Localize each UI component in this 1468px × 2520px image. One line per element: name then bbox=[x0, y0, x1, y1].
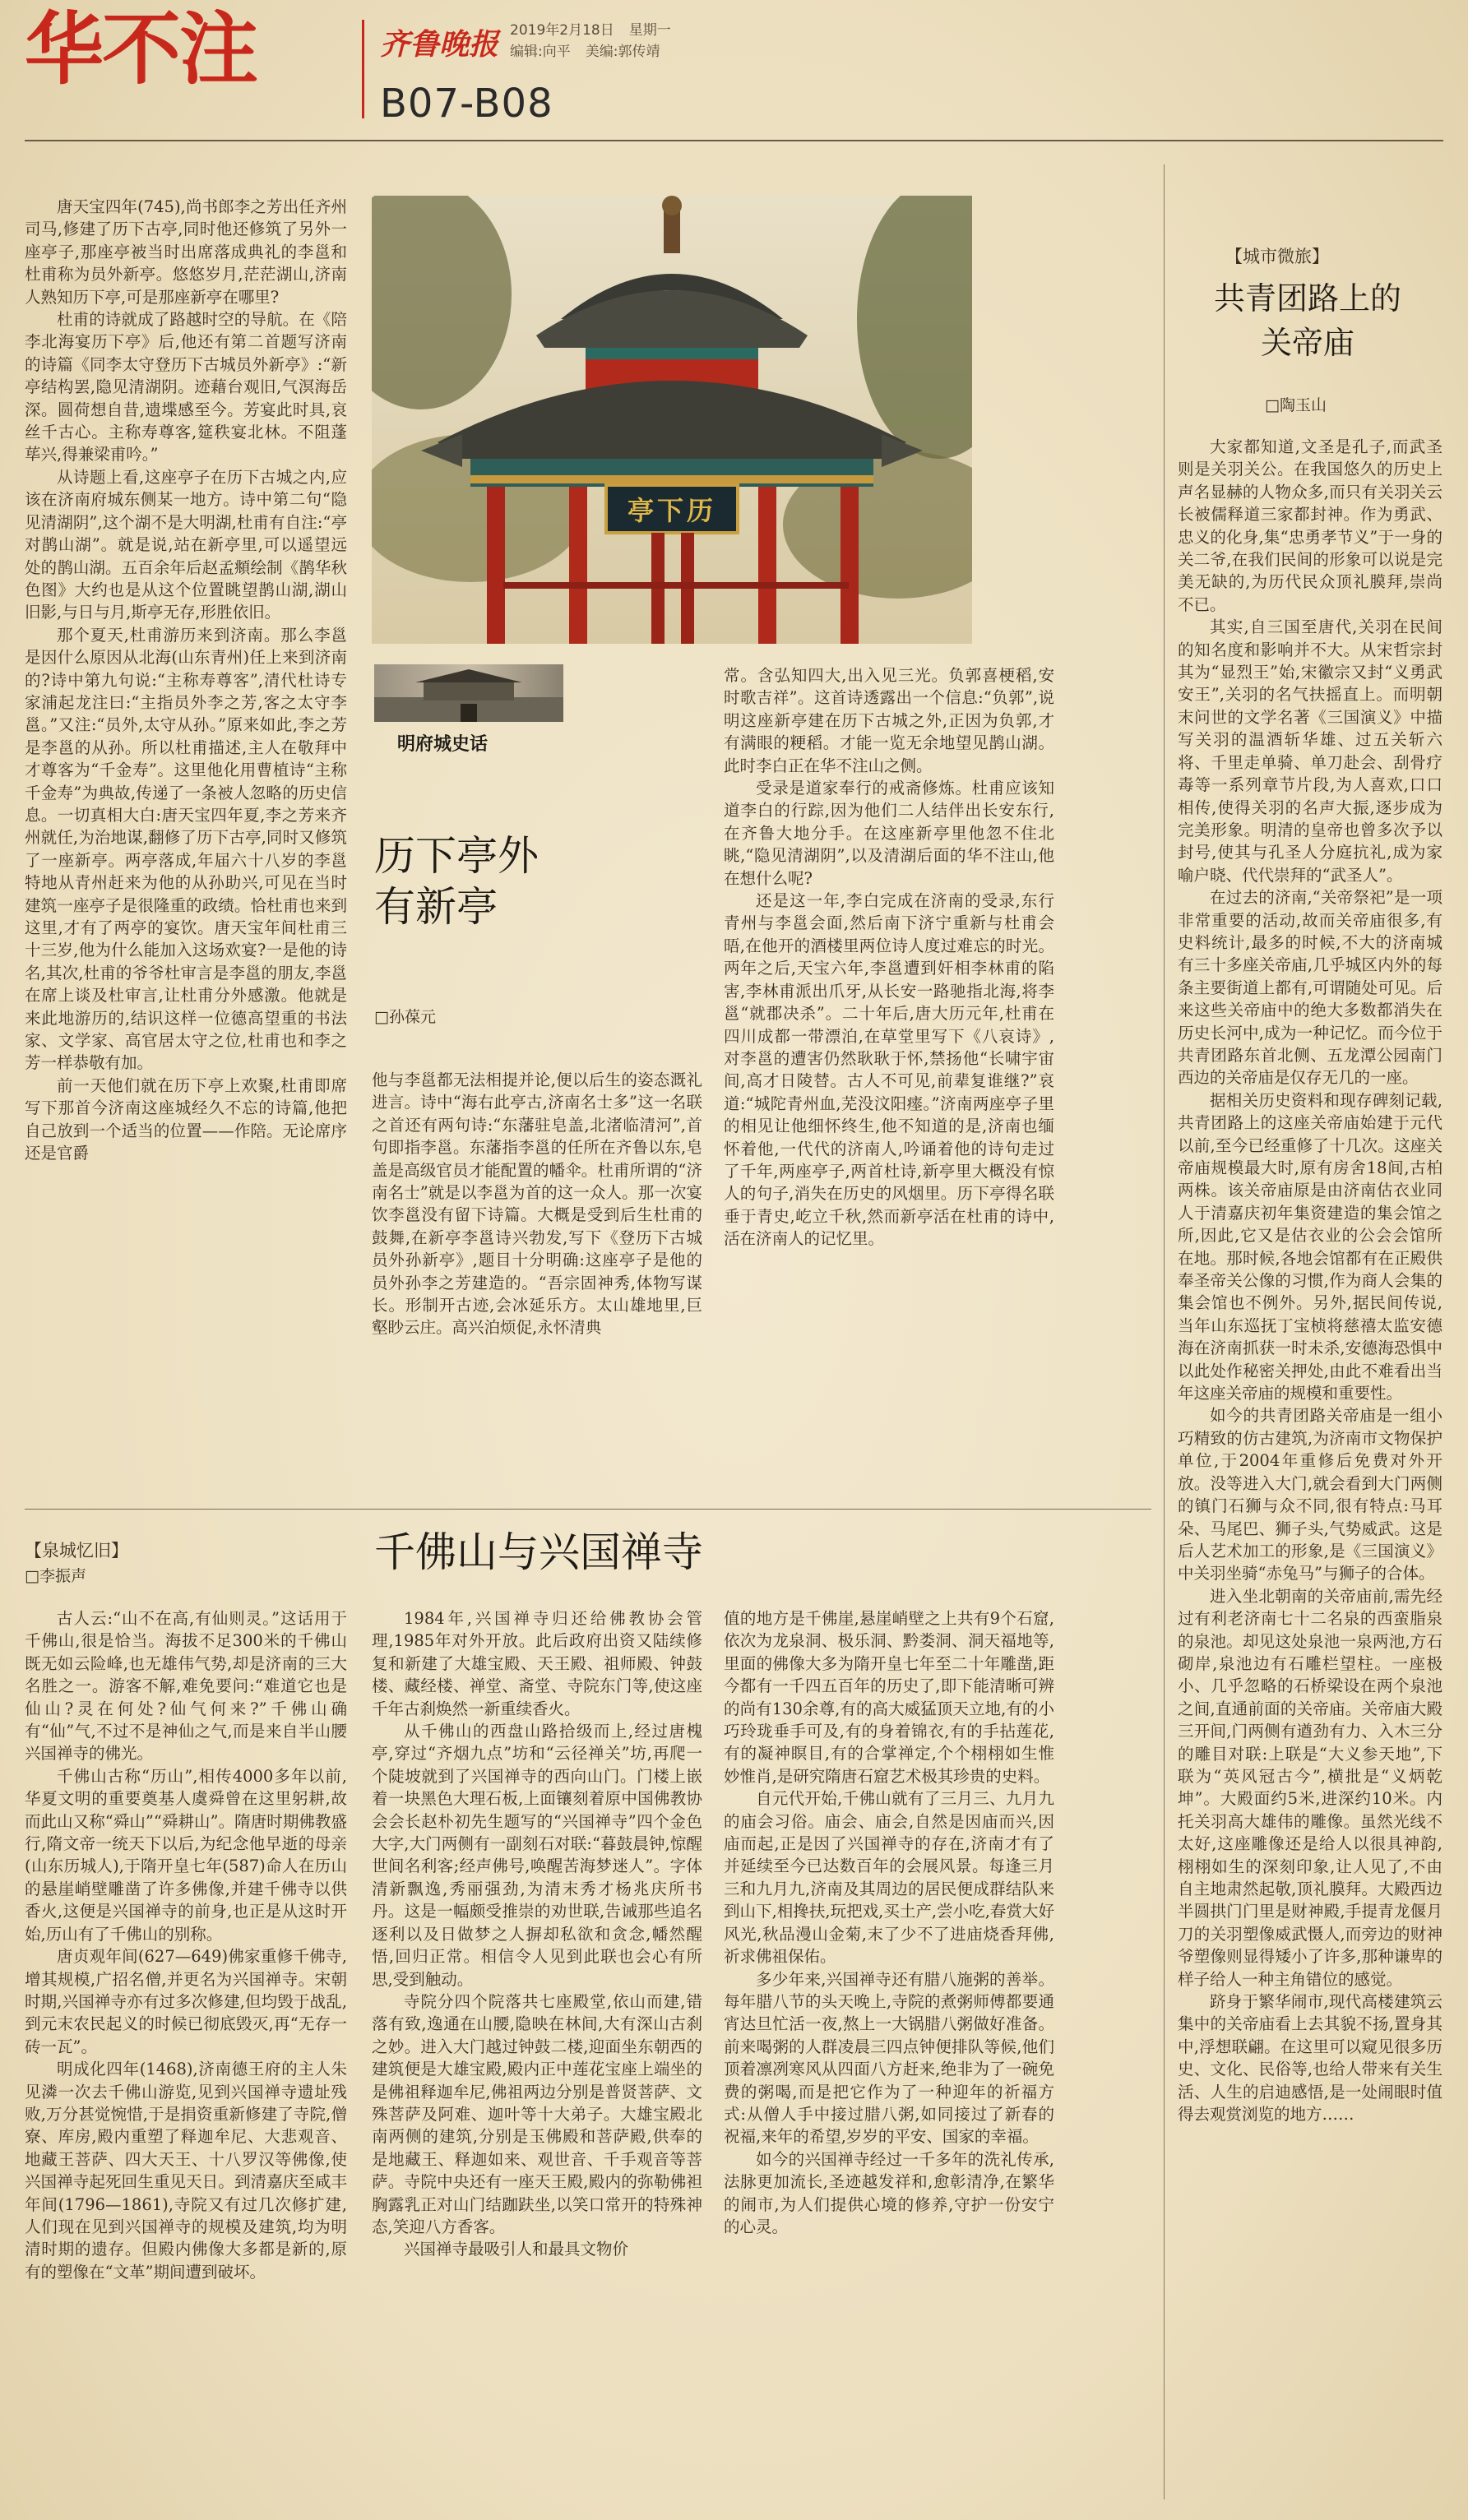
page-numbers: B07-B08 bbox=[380, 81, 553, 127]
article3-para: 唐贞观年间(627—649)佛家重修千佛寺,增其规模,广招名僧,并更名为兴国禅寺。宋朝时期,兴国禅寺亦有过多次修建,但均毁于战乱,到元末农民起义的时候已彻底毁灭,再“无存一砖一瓦”。 bbox=[25, 1947, 347, 2056]
article1-para: 他与李邕都无法相提并论,便以后生的姿态溉礼进言。诗中“海右此亭古,济南名士多”这一名联之首还有两句诗:“东藩驻皂盖,北渚临清河”,首句即指李邕。东藩指李邕的任所在齐鲁以东,皂盖是高级官员才能配置的幡伞。杜甫所谓的“济南名士”就是以李邕为首的这一众人。那一次宴饮李邕没有留下诗篇。大概是受到后生杜甫的鼓舞,在新亭李邕诗兴勃发,写下《登历下古城员外孙新亭》,题目十分明确:这座亭子是他的员外孙李之芳建造的。“吾宗固神秀,体物写谋长。形制开古迹,会冰延乐方。太山雄地里,巨壑眇云庄。高兴泊烦促,永怀清典 bbox=[372, 1070, 702, 1338]
pavilion-photo bbox=[372, 196, 972, 644]
article1-para: 受录是道家奉行的戒斋修炼。杜甫应该知道李白的行踪,因为他们二人结伴出长安东行,在齐鲁大地分手。在这座新亭里他忽不住北眺,“隐见清湖阴”,以及清湖后面的华不注山,他在想什么呢? bbox=[724, 779, 1054, 888]
article2-para: 如今的共青团路关帝庙是一组小巧精致的仿古建筑,为济南市文物保护单位,于2004年重修后免费对外开放。没等进入大门,就会看到大门两侧的镇门石狮与众不同,很有特点:马耳朵、马尾巴、狮子头,气势威武。这是后人艺术加工的形象,是《三国演义》中关羽坐骑“赤兔马”与狮子的合体。 bbox=[1178, 1406, 1443, 1584]
article3-para: 古人云:“山不在高,有仙则灵。”这话用于千佛山,很是恰当。海拔不足300米的千佛山既无如云险峰,也无雄伟气势,却是济南的三大名胜之一。游客不解,难免要问:“难道它也是仙山?灵在何处?仙气何来?”千佛山确有“仙”气,不过不是神仙之气,而是来自半山腰兴国禅寺的佛光。 bbox=[25, 1609, 347, 1764]
article2-body bbox=[1178, 436, 1443, 2495]
article3-column-tag: 【泉城忆旧】 bbox=[25, 1541, 128, 1561]
article3-para: 如今的兴国禅寺经过一千多年的洗礼传承,法脉更加流长,圣迹越发祥和,愈彰清净,在繁华的闹市,为人们提供心境的修养,守护一份安宁的心灵。 bbox=[724, 2149, 1054, 2236]
article1-para: 杜甫的诗就成了路越时空的导航。在《陪李北海宴历下亭》后,他还有第二首题写济南的诗篇《同李太守登历下古城员外新亭》:“新亭结构罢,隐见清湖阴。迹藉台观旧,气溟海岳深。圆荷想自昔,遗堞感至今。芳宴此时具,哀丝千古心。主称寿尊客,筵秩宴北林。不阻蓬荜兴,得兼梁甫吟。” bbox=[25, 310, 347, 465]
article2-divider bbox=[1164, 164, 1165, 2499]
article1-para: 从诗题上看,这座亭子在历下古城之内,应该在济南府城东侧某一地方。诗中第二句“隐见清湖阴”,这个湖不是大明湖,杜甫有自注:“亭对鹊山湖”。就是说,站在新亭里,可以遥望远处的鹊山湖。五百余年后赵孟頫绘制《鹊华秋色图》大约也是从这个位置眺望鹊山湖,湖山旧影,与日与月,斯亭无存,形胜依旧。 bbox=[25, 467, 347, 622]
article2-para: 大家都知道,文圣是孔子,而武圣则是关羽关公。在我国悠久的历史上声名显赫的人物众多,而只有关羽关云长被儒释道三家都封神。作为勇武、忠义的化身,集“忠勇孝节义”于一身的关二爷,在我们民间的形象可以说是完美无缺的,为历代民众顶礼膜拜,崇尚不已。 bbox=[1178, 437, 1443, 614]
article1-title-line1: 历下亭外 bbox=[374, 832, 539, 880]
article2-title bbox=[1176, 276, 1439, 365]
header-divider bbox=[362, 20, 364, 118]
header-meta bbox=[510, 20, 686, 62]
article2-para: 其实,自三国至唐代,关羽在民间的知名度和影响并不大。从宋哲宗封其为“显烈王”始,宋徽宗又封“义勇武安王”,关羽的名气扶摇直上。而明朝末问世的文学名著《三国演义》中描写关羽的温酒斩华雄、过五关斩六将、千里走单骑、单刀赴会、刮骨疗毒等一系列章节片段,为人喜欢,口口相传,使得关羽的名声大振,逐步成为完美形象。明清的皇帝也曾多次予以封号,使其与孔圣人分庭抗礼,成为家喻户晓、代代崇拜的“武圣人”。 bbox=[1178, 617, 1443, 885]
section-divider bbox=[25, 1509, 1151, 1510]
article2-column-tag: 【城市微旅】 bbox=[1225, 247, 1329, 266]
article1-para: 常。含弘知四大,出入见三光。负郭喜梗稻,安时歌吉祥”。这首诗透露出一个信息:“负郭”,说明这座新亭建在历下古城之外,正因为负郭,才有满眼的粳稻。才能一览无余地望见鹊山湖。此时李白正在华不注山之侧。 bbox=[724, 666, 1054, 775]
article1-para: 前一天他们就在历下亭上欢聚,杜甫即席写下那首今济南这座城经久不忘的诗篇,他把自己放到一个适当的位置——作陪。无论席序还是官爵 bbox=[25, 1075, 347, 1163]
city-wall-thumbnail bbox=[374, 664, 563, 722]
article3-column-1 bbox=[25, 1607, 347, 2495]
header-rule bbox=[25, 140, 1443, 141]
article2-para: 据相关历史资料和现存碑刻记载,共青团路上的这座关帝庙始建于元代以前,至今已经重修了十几次。这座关帝庙规模最大时,原有房舍18间,古柏两株。该关帝庙原是由济南估衣业同人于清嘉庆初年集资建造的集会馆之所,因此,它又是估衣业的公会会馆所在地。那时候,各地会馆都有在正殿供奉圣帝关公像的习惯,作为商人会集的集会馆也不例外。另外,据民间传说,当年山东巡抚丁宝桢将慈禧太监安德海在济南抓获一时未杀,安德海恐惧中以此处作秘密关押处,由此不难看出当年这座关帝庙的规模和重要性。 bbox=[1178, 1090, 1443, 1403]
article3-para: 1984年,兴国禅寺归还给佛教协会管理,1985年对外开放。此后政府出资又陆续修复和新建了大雄宝殿、天王殿、祖师殿、钟鼓楼、藏经楼、禅堂、斋堂、寺院东门等,使这座千年古刹焕然一新重续香火。 bbox=[372, 1609, 702, 1718]
article3-title: 千佛山与兴国禅寺 bbox=[374, 1528, 703, 1576]
article3-para: 兴国禅寺最吸引人和最具文物价 bbox=[404, 2240, 629, 2259]
article1-para: 还是这一年,李白完成在济南的受录,东行青州与李邕会面,然后南下济宁重新与杜甫会晤,在他开的酒楼里两位诗人度过难忘的时光。两年之后,天宝六年,李邕遭到奸相李林甫的陷害,李林甫派出爪牙,从长安一路驰指北海,将李邕“就郡决杀”。二十年后,唐大历元年,杜甫在四川成都一带漂泊,在草堂里写下《八哀诗》,对李邕的遭害仍然耿耿于怀,禁扬他“长啸宇宙间,高才日陵替。古人不可见,前辈复谁继?”哀道:“城陀青州血,芜没汶阳瘗。”济南两座亭子里的相见让他细怀终生,他不知道的是,济南也缅怀着他,一代代的济南人,吟诵着他的诗句走过了千年,两座亭子,两首杜诗,新亭里大概没有惊人的句子,消失在历史的风烟里。历下亭得名联垂于青史,屹立千秋,然而新亭活在杜甫的诗中,活在济南人的记忆里。 bbox=[724, 891, 1054, 1249]
article3-author: □李振声 bbox=[25, 1567, 86, 1585]
article1-title-line2: 有新亭 bbox=[374, 883, 498, 931]
article2-para: 跻身于繁华闹市,现代高楼建筑云集中的关帝庙看上去其貌不扬,置身其中,浮想联翩。在这里可以窥见很多历史、文化、民俗等,也给人带来有关生活、人生的启迪感悟,是一处闹眼时值得去观赏浏览的地方…… bbox=[1178, 1992, 1443, 2125]
article1-column-1 bbox=[25, 196, 347, 1496]
article1-column-3 bbox=[724, 664, 1054, 1496]
pavilion-plaque-text: 亭下历 bbox=[627, 495, 716, 526]
article1-column-tag: 明府城史话 bbox=[397, 734, 489, 755]
article3-para: 寺院分四个院落共七座殿堂,依山而建,错落有致,逸通在山腰,隐映在林间,大有深山古刹之妙。进入大门越过钟鼓二楼,迎面坐东朝西的建筑便是大雄宝殿,殿内正中莲花宝座上端坐的是佛祖释迦牟尼,佛祖两边分别是普贤菩萨、文殊菩萨及阿难、迦叶等十大弟子。大雄宝殿北南两侧的建筑,分别是玉佛殿和菩萨殿,供奉的是地藏王、释迦如来、观世音、千手观音等菩萨。寺院中央还有一座天王殿,殿内的弥勒佛袒胸露乳正对山门结跏趺坐,以笑口常开的特殊神态,笑迎八方香客。 bbox=[372, 1991, 702, 2236]
article1-author: □孙葆元 bbox=[374, 1008, 436, 1026]
article3-para: 多少年来,兴国禅寺还有腊八施粥的善举。每年腊八节的头天晚上,寺院的煮粥师傅都要通宵达旦忙活一夜,熬上一大锅腊八粥做好准备。前来喝粥的人群凌晨三四点钟便排队等候,他们顶着凛冽寒风从四面八方赶来,绝非为了一碗免费的粥喝,而是把它作为了一种迎年的祈福方式:从僧人手中接过腊八粥,如同接过了新春的祝福,来年的希望,岁岁的平安、国家的幸福。 bbox=[724, 1969, 1054, 2147]
article3-para: 自元代开始,千佛山就有了三月三、九月九的庙会习俗。庙会、庙会,自然是因庙而兴,因庙而起,正是因了兴国禅寺的存在,济南才有了并延续至今已达数百年的会展风景。每逢三月三和九月九,济南及其周边的居民便成群结队来到山下,相搀扶,玩把戏,买土产,尝小吃,春赏大好风光,秋品漫山金菊,末了少不了进庙烧香拜佛,祈求佛祖保佑。 bbox=[724, 1789, 1054, 1967]
article2-title-line2: 关帝庙 bbox=[1260, 325, 1355, 361]
article2-para: 进入坐北朝南的关帝庙前,需先经过有利老济南七十二名泉的西蛮脂泉的泉池。却见这处泉池一泉两池,方石砌岸,泉池边有石雕栏望柱。一座极小、几乎忽略的石桥梁设在两个泉池之间,直通前面的关帝庙。关帝庙大殿三开间,门两侧有遒劲有力、入木三分的雕目对联:上联是“大义参天地”,下联为“英风冠古今”,横批是“义炳乾坤”。大殿面约5米,进深约10米。内托关羽高大雄伟的雕像。虽然光线不太好,这座雕像还是给人以很具神韵,栩栩如生的深刻印象,让人见了,不由自主地肃然起敬,顶礼膜拜。大殿西边半圆拱门门里是财神殿,手提青龙偃月刀的关羽塑像威武慑人,而旁边的财神爷塑像则显得矮小了许多,那种谦卑的样子给人一种主角错位的感觉。 bbox=[1178, 1586, 1443, 1989]
article1-column-badge bbox=[374, 664, 563, 755]
article3-para: 明成化四年(1468),济南德王府的主人朱见潾一次去千佛山游览,见到兴国禅寺遗址残败,万分甚觉惋惜,于是捐资重新修建了寺院,僧寮、库房,殿内重塑了释迦牟尼、大悲观音、地藏王菩萨、四大天王、十八罗汉等佛像,使兴国禅寺起死回生重见天日。到清嘉庆至咸丰年间(1796—1861),寺院又有过几次修扩建,人们现在见到兴国禅寺的规模及建筑,均为明清时期的遗存。但殿内佛像大多都是新的,原有的塑像在“文革”期间遭到破坏。 bbox=[25, 2060, 347, 2282]
pavilion-illustration bbox=[372, 196, 972, 644]
article2-author: □陶玉山 bbox=[1265, 396, 1327, 414]
issue-weekday: 星期一 bbox=[628, 22, 671, 39]
article2-title-line1: 共青团路上的 bbox=[1213, 280, 1401, 317]
article3-column-3 bbox=[724, 1607, 1054, 2495]
article1-title bbox=[374, 830, 539, 932]
article3-para: 值的地方是千佛崖,悬崖峭壁之上共有9个石窟,依次为龙泉洞、极乐洞、黔娄洞、洞天福地等,里面的佛像大多为隋开皇七年至二十年雕凿,距今都有一千四五百年的历史了,即下能清晰可辨的尚有130余尊,有的高大威猛顶天立地,有的小巧玲珑垂手可及,有的身着锦衣,有的手拈莲花,有的凝神瞑目,有的合掌禅定,个个栩栩如生惟妙惟肖,是研究隋唐石窟艺术极其珍贵的史料。 bbox=[724, 1609, 1054, 1786]
issue-date: 2019年2月18日 bbox=[510, 22, 614, 39]
designer-credit: 美编:郭传靖 bbox=[585, 44, 660, 60]
newspaper-logo: 齐鲁晚报 bbox=[380, 27, 499, 62]
editor-credit: 编辑:向平 bbox=[510, 44, 571, 60]
article1-column-2 bbox=[372, 1069, 702, 1496]
article3-column-2 bbox=[372, 1607, 702, 2495]
city-gate-icon bbox=[374, 664, 563, 722]
article3-para: 从千佛山的西盘山路拾级而上,经过唐槐亭,穿过“齐烟九点”坊和“云径禅关”坊,再爬一个陡坡就到了兴国禅寺的西向山门。门楼上嵌着一块黑色大理石板,上面镶刻着原中国佛教协会会长赵朴初先生题写的“兴国禅寺”四个金色大字,大门两侧有一副刻石对联:“暮鼓晨钟,惊醒世间名利客;经声佛号,唤醒苦海梦迷人”。字体清新飘逸,秀丽强劲,为清末秀才杨兆庆所书丹。这是一幅颇受推崇的劝世联,告诫那些追名逐利以及日做梦之人摒却私欲和贪念,幡然醒悟,回归正常。相信令人见到此联也会心有所思,受到触动。 bbox=[372, 1722, 702, 1989]
article1-para: 那个夏天,杜甫游历来到济南。那么李邕是因什么原因从北海(山东青州)任上来到济南的?诗中第九句说:“主称寿尊客”,清代杜诗专家浦起龙注曰:“主指员外李之芳,客之太守李邕。”又注:“员外,太守从孙。”原来如此,李之芳是李邕的从孙。所以杜甫描述,主人在敬拜中才尊客为“千金寿”。这里他化用曹植诗“主称千金寿”为典故,传递了一条被人忽略的历史信息。一切真相大白:唐天宝四年夏,李之芳来齐州就任,为治地谋,翻修了历下古亭,同时又修筑了一座新亭。两亭落成,年届六十八岁的李邕特地从青州赶来为他的从孙助兴,可见在当时建筑一座亭子是很隆重的政绩。恰杜甫也来到这里,才有了两亭的宴饮。唐天宝年间杜甫三十三岁,他为什么能加入这场欢宴?一是他的诗名,其次,杜甫的爷爷杜审言是李邕的朋友,李邕在席上谈及杜审言,让杜甫分外感激。他就是来此地游历的,结识这样一位德高望重的书法家、文学家、高官居太守之位,杜甫也和李之芳一样恭敬有加。 bbox=[25, 625, 347, 1073]
article2-para: 在过去的济南,“关帝祭祀”是一项非常重要的活动,故而关帝庙很多,有史料统计,最多的时候,不大的济南城有三十多座关帝庙,几乎城区内外的每条主要街道上都有,可谓随处可见。后来这些关帝庙中的绝大多数都消失在历史长河中,成为一种记忆。而今位于共青团路东首北侧、五龙潭公园南门西边的关帝庙是仅存无几的一座。 bbox=[1178, 888, 1443, 1088]
article3-para: 千佛山古称“历山”,相传4000多年以前,华夏文明的重要奠基人虞舜曾在这里躬耕,故而此山又称“舜山”“舜耕山”。隋唐时期佛教盛行,隋文帝一统天下以后,为纪念他早逝的母亲(山东历城人),于隋开皇七年(587)命人在历山的悬崖峭壁雕凿了许多佛像,并建千佛寺以供香火,这便是兴国禅寺的前身,也正是从这时开始,历山有了千佛山的别称。 bbox=[25, 1766, 347, 1944]
section-brand-title: 华不注 bbox=[25, 3, 257, 95]
article1-para: 唐天宝四年(745),尚书郎李之芳出任齐州司马,修建了历下古亭,同时他还修筑了另外一座亭子,那座亭被当时出席落成典礼的李邕和杜甫称为员外新亭。悠悠岁月,茫茫湖山,济南人熟知历下亭,可是那座新亭在哪里? bbox=[25, 197, 347, 307]
